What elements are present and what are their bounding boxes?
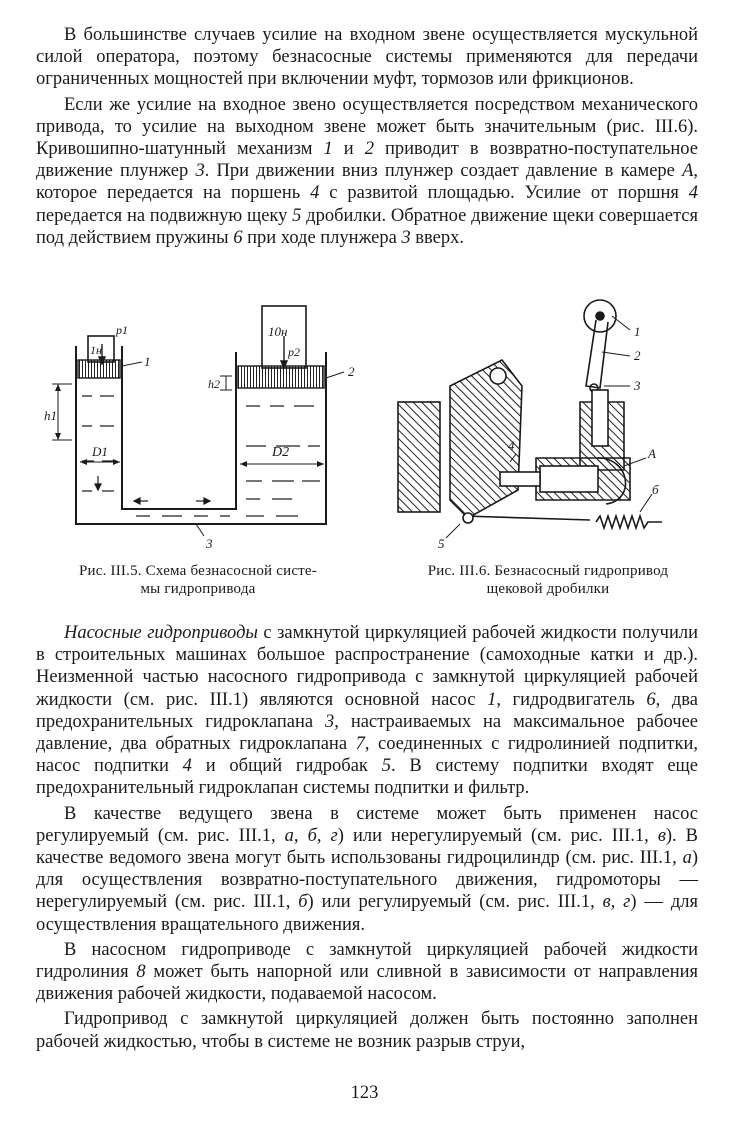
- text-span: вверх.: [410, 227, 464, 248]
- text-span: и общий гидробак: [191, 756, 382, 777]
- ref-number: 3: [401, 227, 411, 248]
- ref-number: 2: [364, 139, 374, 160]
- ref-number: 6: [646, 689, 656, 710]
- text-span: В качестве ведущего звена в системе может быть применен насос регулируемый (см. рис. III.1,: [36, 803, 698, 846]
- label-10h: 10н: [268, 324, 288, 339]
- ref-number: 1: [487, 689, 497, 710]
- caption-line: мы гидропривода: [140, 581, 256, 597]
- label-part-5: 5: [438, 536, 445, 551]
- label-h1: h1: [44, 408, 57, 423]
- paragraph-4: [36, 803, 698, 936]
- text-span: , два предохранительных гидроклапана: [36, 689, 699, 732]
- ref-number: А: [682, 161, 694, 182]
- text-span: ) — для осуществления вращательного движения.: [36, 892, 698, 935]
- figure-iii6-caption: [384, 562, 712, 598]
- text-span: с замкнутой циркуляцией рабочей жидкости получили в строительных машинах большое распространение (самоходные катки и др.). Неизменной частью насосного гидропривода с замкнутой циркуляцией рабочей жидкости (см. рис. III.1) являются основной насос: [36, 623, 698, 710]
- term-italic: Насосные гидроприводы: [64, 623, 258, 643]
- ref-letters: в: [657, 825, 666, 846]
- text-span: , соединенных с гидролинией подпитки, насос подпитки: [36, 734, 698, 777]
- label-d1: D1: [92, 444, 108, 459]
- text-span: ) для осуществления возвратно-поступательного движения, гидромоторы — нерегулируемый (см. рис. III.1,: [36, 848, 698, 913]
- label-d2: D2: [272, 445, 290, 460]
- ref-letters: а, б, г: [284, 825, 338, 846]
- label-h2: h2: [208, 377, 220, 391]
- text-span: Если же усилие на входное звено осуществляется посредством механического привода, то усилие на выходном звене может быть значительным (рис. III.6). Кривошипно-шатунный механизм: [36, 94, 698, 160]
- ref-number: 4: [310, 183, 320, 204]
- ref-number: 6: [233, 227, 243, 248]
- text-span: передается на подвижную щеку: [36, 205, 293, 226]
- text-span: дробилки. Обратное движение щеки совершается под действием пружины: [36, 205, 698, 248]
- ref-number: 8: [136, 962, 146, 983]
- paragraph-6: Гидропривод с замкнутой циркуляцией должен быть постоянно заполнен рабочей жидкостью, чтобы в системе не возник разрыв струи,: [36, 1009, 698, 1052]
- ref-letters: в, г: [602, 892, 631, 913]
- text-span: и: [332, 139, 365, 160]
- ref-number: 5: [381, 756, 391, 777]
- paragraph-2: [36, 94, 698, 249]
- label-p2: p2: [288, 345, 300, 359]
- ref-number: 3: [325, 711, 335, 732]
- bottom-text-block: [36, 622, 698, 1053]
- paragraph-3: [36, 622, 698, 800]
- ref-number: 4: [688, 183, 698, 204]
- caption-line: щековой дробилки: [486, 581, 610, 597]
- label-part-6: б: [652, 482, 659, 497]
- text-span: может быть напорной или сливной в зависимости от направления движения рабочей жидкости, подаваемой насосом.: [36, 962, 698, 1005]
- label-p1: p1: [116, 323, 128, 337]
- text-span: , настраиваемых на максимальное рабочее давление, два обратных гидроклапана: [36, 711, 698, 755]
- ref-number: 7: [355, 734, 365, 755]
- label-part-3: 3: [634, 378, 641, 393]
- ref-letters: а: [682, 848, 692, 869]
- label-part-2: 2: [348, 364, 355, 379]
- ref-number: 5: [292, 205, 302, 226]
- text-span: . При движении вниз плунжер создает давление в камере: [204, 161, 683, 182]
- label-part-1: 1: [144, 354, 151, 369]
- label-part-2: 2: [634, 348, 641, 363]
- caption-line: Рис. III.6. Безнасосный гидропривод: [427, 563, 669, 579]
- text-span: приводит в возвратно-поступательное движение плунжер: [36, 139, 698, 182]
- text-span: В насосном гидроприводе с замкнутой циркуляцией рабочей жидкости гидролиния: [36, 939, 698, 983]
- text-span: . В систему подпитки входят еще предохранительный гидроклапан системы подпитки и фильтр.: [36, 756, 698, 799]
- figure-iii5-caption: [28, 562, 368, 598]
- text-span: , которое передается на поршень: [36, 161, 699, 204]
- paragraph-5: [36, 939, 698, 1006]
- figure-iii6-diagram: [390, 290, 706, 552]
- ref-number: 1: [323, 139, 333, 160]
- text-span: , гидродвигатель: [496, 689, 647, 710]
- text-span: с развитой площадью. Усилие от поршня: [319, 183, 689, 204]
- text-span: при ходе плунжера: [242, 227, 402, 248]
- text-span: ). В качестве ведомого звена могут быть использованы гидроцилиндр (см. рис. III.1,: [36, 825, 698, 869]
- label-part-3: 3: [206, 536, 213, 551]
- text-span: ) или регулируемый (см. рис. III.1,: [307, 892, 603, 913]
- figure-iii5-diagram: [36, 296, 376, 558]
- label-1h: 1н: [90, 343, 102, 357]
- ref-number: 4: [182, 756, 192, 777]
- ref-letters: б: [298, 892, 308, 913]
- label-chamber-a: А: [648, 446, 656, 461]
- page-number: 123: [350, 1083, 379, 1103]
- label-part-4: 4: [508, 438, 515, 453]
- label-part-1: 1: [634, 324, 641, 339]
- top-text-block: [36, 24, 698, 249]
- paragraph-1: В большинстве случаев усилие на входном звене осуществляется мускульной силой оператора, поэтому безнасосные системы применяются для передачи ограниченных мощностей при включении муфт, тормозов или фрикционов.: [36, 25, 698, 90]
- text-span: ) или нерегулируемый (см. рис. III.1,: [337, 825, 658, 846]
- ref-number: 3: [195, 161, 205, 182]
- caption-line: Рис. III.5. Схема безнасосной систе-: [79, 563, 317, 579]
